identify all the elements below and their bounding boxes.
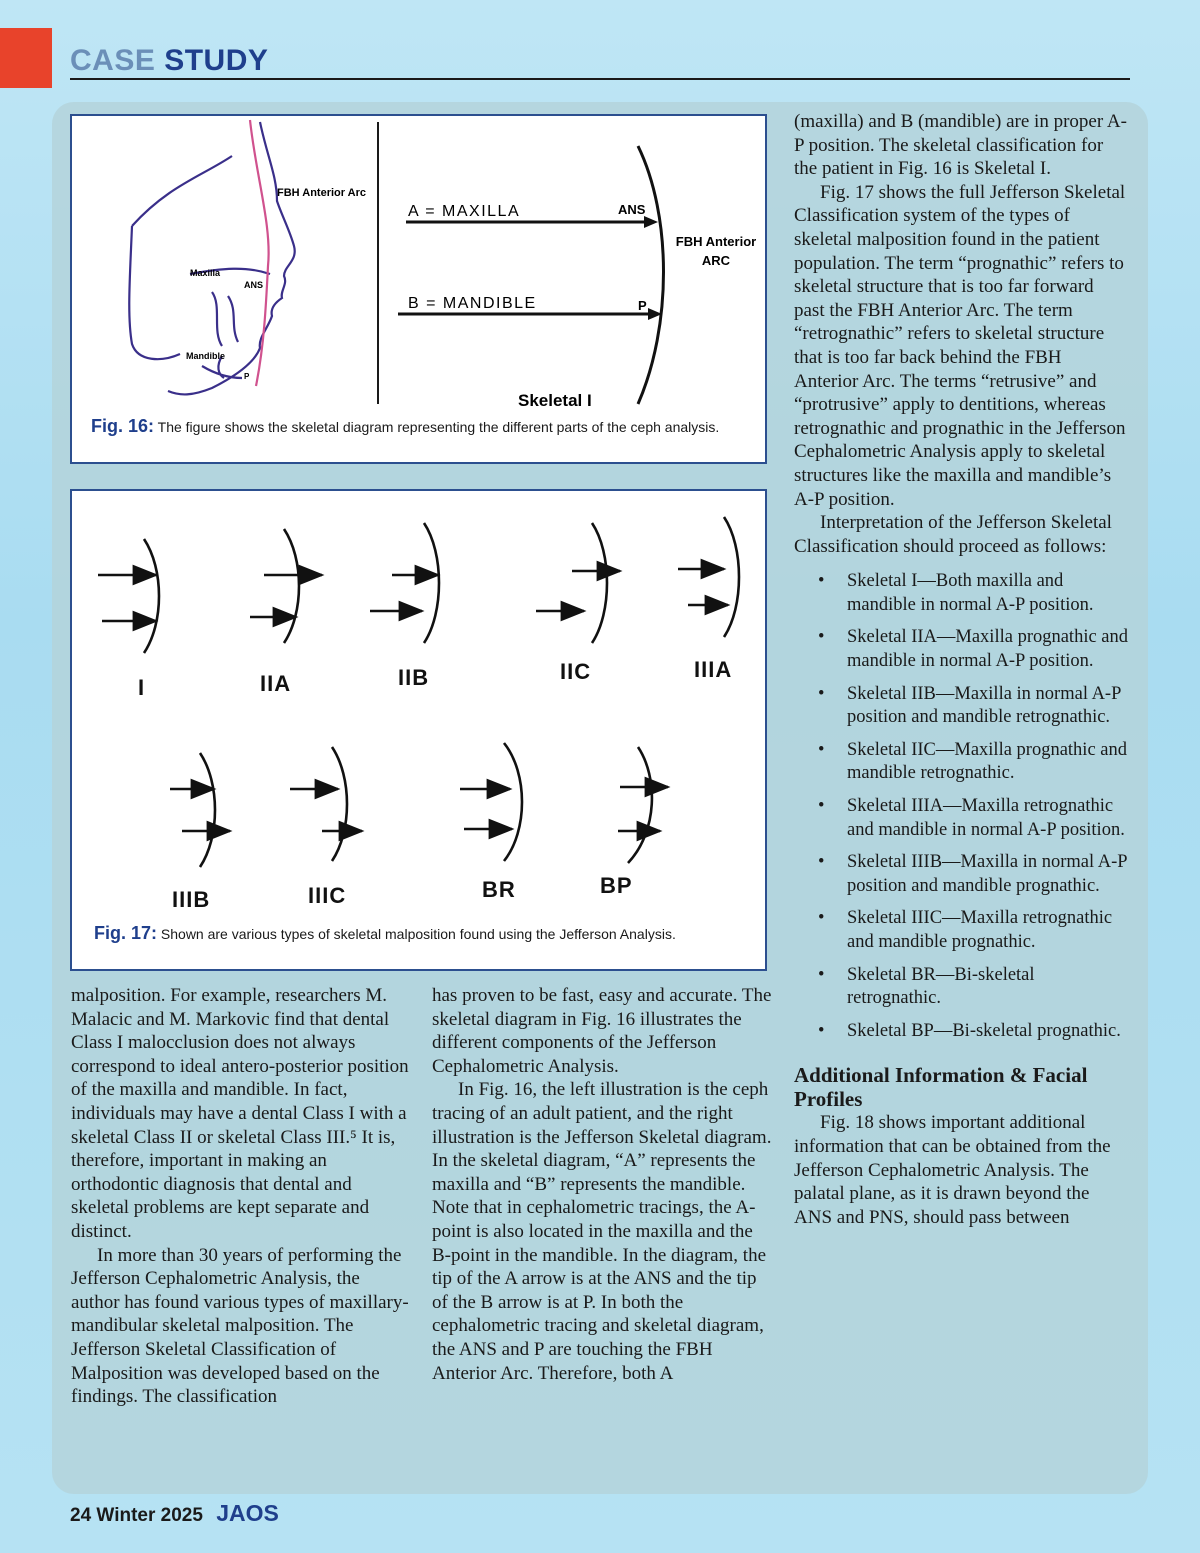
type-label-iiic: IIIC [308, 883, 347, 908]
list-item: • Skeletal IIC—Maxilla prognathic and mandible retrognathic. [794, 739, 1129, 786]
body-column-1 [71, 984, 411, 1409]
label-maxilla: Maxilla [190, 268, 221, 278]
type-label-iiia: IIIA [694, 657, 733, 682]
page-footer [70, 1500, 279, 1527]
list-item: • Skeletal IIIC—Maxilla retrognathic and mandible prognathic. [794, 907, 1129, 954]
label-fbh-right-1: FBH Anterior [675, 234, 757, 249]
arc-type-iic [592, 523, 607, 643]
arc-type-iiia [724, 517, 739, 637]
fig16-caption-label: Fig. 16: [91, 416, 155, 436]
list-item: • Skeletal IIB—Maxilla in normal A-P position and mandible retrognathic. [794, 683, 1129, 730]
label-skeletal-i: Skeletal I [518, 391, 592, 410]
section-header [70, 44, 268, 78]
arc-type-bp [628, 747, 652, 863]
col3-para-4: Fig. 18 shows important additional information that can be obtained from the Jefferson Cephalometric Analysis. The palatal plane, as it is drawn beyond the ANS and PNS, should pass between [794, 1112, 1111, 1228]
label-ans-right: ANS [618, 202, 646, 217]
type-label-bp: BP [600, 873, 633, 898]
arrow-a-head [644, 216, 658, 228]
label-a-maxilla: A = MAXILLA [408, 203, 521, 220]
page-number: 24 [70, 1505, 92, 1526]
fig17-caption-text: Shown are various types of skeletal malposition found using the Jefferson Analysis. [160, 926, 676, 942]
figure-17 [70, 489, 767, 971]
issue-date: Winter 2025 [96, 1505, 203, 1526]
label-fbh-left: FBH Anterior Arc [277, 187, 367, 199]
list-item: • Skeletal IIIA—Maxilla retrognathic and mandible in normal A-P position. [794, 795, 1129, 842]
fig16-caption-text: The figure shows the skeletal diagram representing the different parts of the ceph analysis. [157, 419, 720, 435]
arc-type-br [504, 743, 522, 861]
arc-type-iia [284, 529, 299, 643]
header-rule [70, 78, 1130, 80]
label-ans-left: ANS [244, 280, 264, 290]
figure-16 [70, 114, 767, 464]
col2-para-1: has proven to be fast, easy and accurate. The skeletal diagram in Fig. 16 illustrates the different components of the Jefferson Cephalometric Analysis. [432, 985, 772, 1077]
label-fbh-right-2: ARC [701, 253, 731, 268]
fbh-arc-right [638, 146, 664, 404]
type-label-iia: IIA [260, 671, 292, 696]
label-p-right: P [638, 298, 647, 313]
fig17-diagram [72, 491, 765, 921]
col3-para-2: Fig. 17 shows the full Jefferson Skeletal Classification system of the types of skeletal malposition found in the patient population. The term “prognathic” refers to skeletal structure that is too far forward past the FBH Anterior Arc. The term “retrognathic” refers to skeletal structure that is too far back behind the FBH Anterior Arc. The terms “retrusive” and “protrusive” apply to dentitions, whereas retrognathic and prognathic in the Jefferson Cephalometric Analysis apply to skeletal structures like the maxilla and mandible’s A-P position. [794, 181, 1126, 510]
red-tab-accent [0, 28, 52, 88]
label-b-mandible: B = MANDIBLE [408, 295, 537, 312]
list-item: • Skeletal BP—Bi-skeletal prognathic. [794, 1020, 1129, 1044]
list-item: • Skeletal IIA—Maxilla prognathic and mandible in normal A-P position. [794, 626, 1129, 673]
list-item: • Skeletal IIIB—Maxilla in normal A-P position and mandible prognathic. [794, 851, 1129, 898]
type-label-iiib: IIIB [172, 887, 211, 912]
type-label-br: BR [482, 877, 516, 902]
header-word-study: STUDY [164, 44, 269, 77]
body-column-2 [432, 984, 772, 1385]
fig16-diagram [72, 116, 765, 416]
fig16-caption [91, 416, 731, 437]
fig17-caption-label: Fig. 17: [94, 923, 158, 943]
list-item: • Skeletal BR—Bi-skeletal retrognathic. [794, 964, 1129, 1011]
arc-type-iib [424, 523, 439, 643]
arc-type-iiib [200, 753, 215, 867]
label-p-left: P [244, 372, 250, 381]
type-label-iib: IIB [398, 665, 430, 690]
arc-type-i [144, 539, 159, 653]
type-label-iic: IIC [560, 659, 592, 684]
label-mandible: Mandible [186, 351, 226, 361]
journal-name: JAOS [216, 1500, 279, 1526]
list-item: • Skeletal I—Both maxilla and mandible in normal A-P position. [794, 570, 1129, 617]
col1-para-1: malposition. For example, researchers M. Malacic and M. Markovic find that dental Class I malocclusion does not always correspond to ideal antero-posterior position of the maxilla and mandible. In fact, individuals may have a dental Class I with a skeletal Class II or skeletal Class III.⁵ It is, therefore, important in making an orthodontic diagnosis that dental and skeletal problems are kept separate and distinct. [71, 985, 409, 1242]
col3-para-1: (maxilla) and B (mandible) are in proper A-P position. The skeletal classification for the patient in Fig. 16 is Skeletal I. [794, 111, 1127, 180]
body-column-3 [794, 110, 1129, 1229]
type-label-i: I [138, 675, 146, 700]
section-heading: Additional Information & Facial Profiles [794, 1063, 1088, 1112]
arc-type-iiic [332, 747, 347, 861]
col2-para-2: In Fig. 16, the left illustration is the ceph tracing of an adult patient, and the right illustration is the Jefferson Skeletal diagram. In the skeletal diagram, “A” represents the maxilla and “B” represents the mandible. Note that in cephalometric tracings, the A-point is also located in the maxilla and the B-point in the mandible. In the diagram, the tip of the A arrow is at the ANS and the tip of the B arrow is at P. In both the cephalometric tracing and skeletal diagram, the ANS and P are touching the FBH Anterior Arc. Therefore, both A [432, 1079, 772, 1384]
col3-para-3: Interpretation of the Jefferson Skeletal Classification should proceed as follows: [794, 512, 1112, 557]
classification-list [794, 570, 1129, 1043]
fig17-caption [94, 923, 754, 944]
header-word-case: CASE [70, 44, 156, 77]
col1-para-2: In more than 30 years of performing the Jefferson Cephalometric Analysis, the author has found various types of maxillary-mandibular skeletal malposition. The Jefferson Skeletal Classification of Malposition was developed based on the findings. The classification [71, 1244, 409, 1408]
